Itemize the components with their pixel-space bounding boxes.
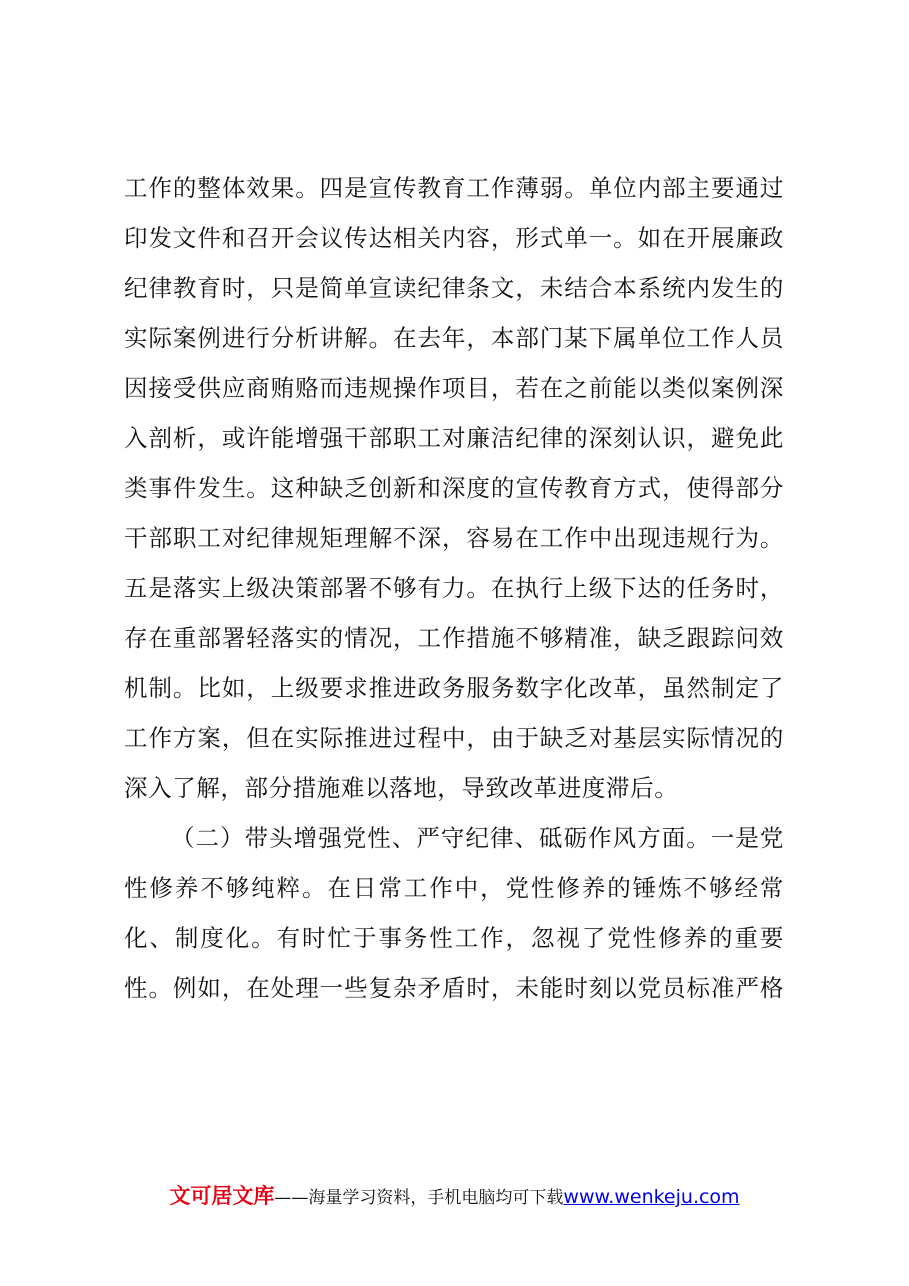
text-line: 五是落实上级决策部署不够有力。在执行上级下达的任务时， — [124, 574, 784, 602]
text-line: 干部职工对纪律规矩理解不深，容易在工作中出现违规行为。 — [124, 524, 784, 552]
text-line: 性修养不够纯粹。在日常工作中，党性修养的锤炼不够经常 — [124, 874, 784, 902]
text-line: 印发文件和召开会议传达相关内容，形式单一。如在开展廉政 — [124, 224, 784, 252]
text-line: 性。例如，在处理一些复杂矛盾时，未能时刻以党员标准严格 — [124, 974, 784, 1002]
footer-tagline: ——海量学习资料，手机电脑均可下载 — [274, 1188, 564, 1208]
footer-site-link[interactable]: www.wenkeju.com — [563, 1186, 740, 1208]
text-line: 工作方案，但在实际推进过程中，由于缺乏对基层实际情况的 — [124, 724, 784, 752]
text-line: 因接受供应商贿赂而违规操作项目，若在之前能以类似案例深 — [124, 374, 784, 402]
section-heading-line: （二）带头增强党性、严守纪律、砥砺作风方面。一是党 — [171, 824, 784, 852]
text-line: 实际案例进行分析讲解。在去年，本部门某下属单位工作人员 — [124, 324, 784, 352]
text-line: 纪律教育时，只是简单宣读纪律条文，未结合本系统内发生的 — [124, 274, 784, 302]
text-line: 工作的整体效果。四是宣传教育工作薄弱。单位内部主要通过 — [124, 174, 784, 202]
body-text — [124, 163, 784, 1013]
footer — [0, 1180, 909, 1210]
text-line: 入剖析，或许能增强干部职工对廉洁纪律的深刻认识，避免此 — [124, 424, 784, 452]
footer-brand: 文可居文库 — [169, 1184, 275, 1208]
text-line: 化、制度化。有时忙于事务性工作，忽视了党性修养的重要 — [124, 924, 784, 952]
text-line: 机制。比如，上级要求推进政务服务数字化改革，虽然制定了 — [124, 674, 784, 702]
text-line: 类事件发生。这种缺乏创新和深度的宣传教育方式，使得部分 — [124, 474, 784, 502]
text-line: 存在重部署轻落实的情况，工作措施不够精准，缺乏跟踪问效 — [124, 624, 784, 652]
text-line: 深入了解，部分措施难以落地，导致改革进度滞后。 — [124, 774, 679, 802]
